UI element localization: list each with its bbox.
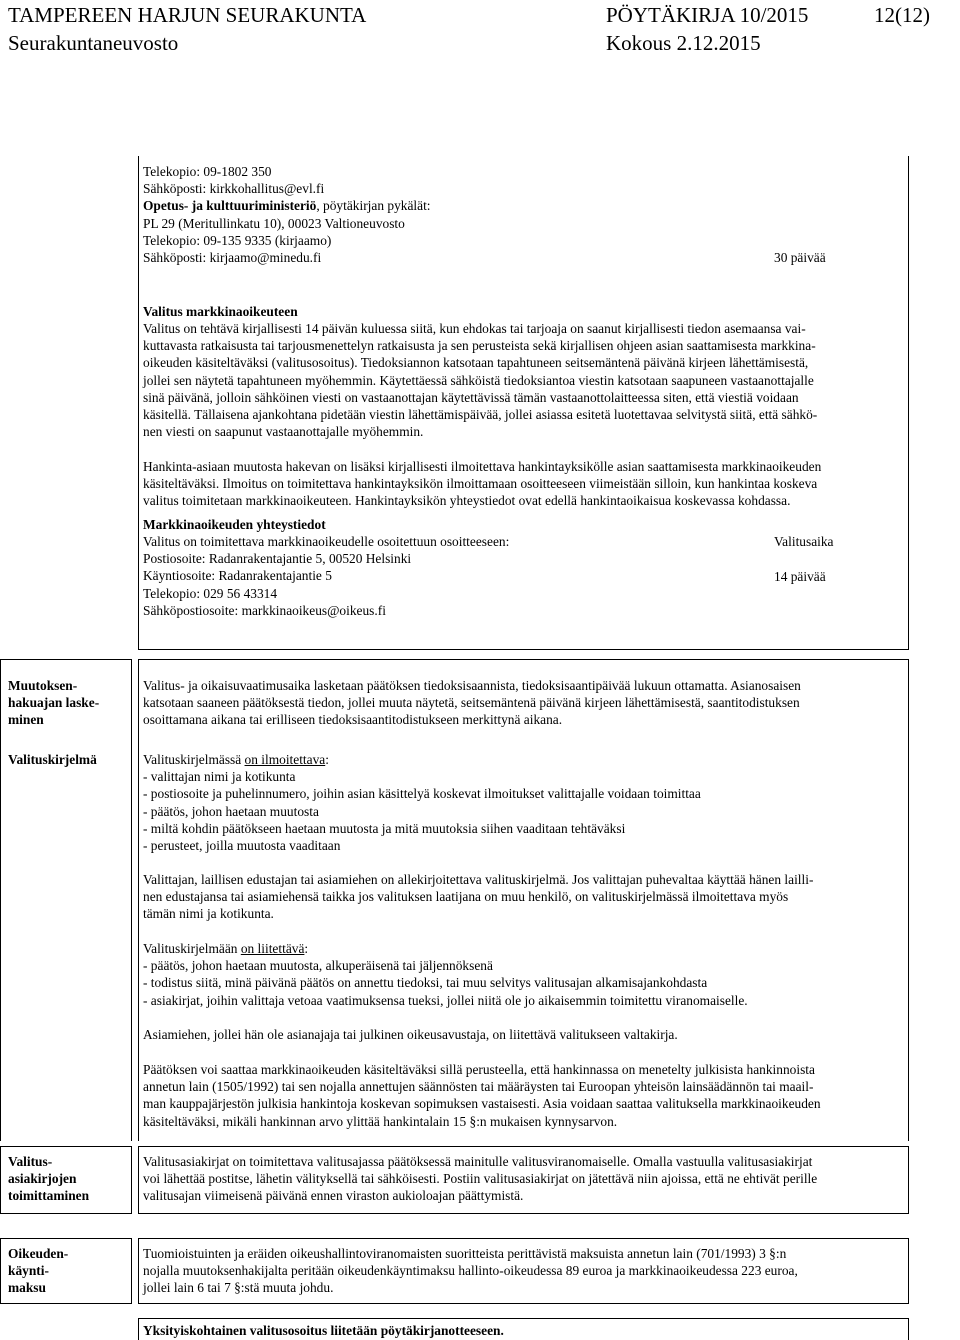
label-box3-right (131, 1238, 132, 1304)
hankinta-paragraph (143, 458, 903, 510)
label-line: Oikeuden- (8, 1246, 69, 1261)
label-box-left (0, 659, 1, 1141)
ministry-fax: Telekopio: 09-135 9335 (kirjaamo) (143, 232, 332, 248)
label-box2-top (0, 1146, 131, 1147)
label-line: hakuajan laske- (8, 695, 100, 711)
text-line: Valitus- ja oikaisuvaatimusaika lasketaan päätöksen tiedoksisaannista, tiedoksisaantipäivää lukuun ottamatta. Asianosaisen (143, 678, 801, 693)
footer-box-right (908, 1318, 909, 1340)
vk-para2 (143, 871, 903, 923)
church-contact (143, 163, 843, 266)
footer-note: Yksityiskohtainen valitusosoitus liitetään pöytäkirjanotteeseen. (143, 1323, 504, 1338)
text-line: Tuomioistuinten ja eräiden oikeushallintoviranomaisten suoritteista perittävistä maksuista annetun lain (701/1993) 3 §:n (143, 1246, 787, 1261)
label-muutoksenhakuaika (8, 677, 128, 729)
church-email: Sähköposti: kirkkohallitus@evl.fi (143, 181, 325, 197)
markkina-paragraph (143, 320, 903, 440)
text-line: man kauppajärjestön julkisia hankintoja koskevan sopimuksen vastaisesti. Asia voidaan saattaa valituksella markkinaoikeuden (143, 1096, 821, 1112)
contact-postal: Postiosoite: Radanrakentajantie 5, 00520 Helsinki (143, 551, 412, 567)
vk-intro-suffix: : (325, 752, 329, 767)
label-line: käynti- (8, 1263, 49, 1279)
liit-list-item: - todistus siitä, minä päivänä päätös on annettu tiedoksi, tai muu selvitys valitusajan alkamisajankohdasta (143, 975, 708, 991)
label-box-top (0, 659, 131, 660)
vk-intro-underlined: on ilmoitettava (244, 752, 326, 767)
footer-box-left (138, 1318, 139, 1340)
markkina-line: nen viesti on saapunut vastaanottajalle myöhemmin. (143, 424, 424, 440)
label-toimittaminen (8, 1153, 128, 1205)
text-line: tämän nimi ja kotikunta. (143, 906, 274, 922)
content-box3-bottom (138, 1303, 908, 1304)
header-doc: PÖYTÄKIRJA 10/2015 (606, 3, 809, 27)
label-line: Valitus- (8, 1154, 53, 1169)
markkina-heading: Valitus markkinaoikeuteen (143, 304, 298, 319)
content-box3-left (138, 1238, 139, 1304)
liit-suffix: : (304, 941, 309, 956)
label-box3-left (0, 1238, 1, 1304)
text-line: annetun lain (1505/1992) tai sen nojalla annettujen säännösten tai määräysten tai Euroopan yhteisön lainsäädännön tai maail- (143, 1079, 814, 1095)
contact-block (143, 533, 703, 619)
contact-visit: Käyntiosoite: Radanrakentajantie 5 (143, 568, 332, 584)
text-line: nen edustajansa tai asiamiehensä taikka jos valituksen laatijana on muu henkilö, on valituskirjelmässä ilmoitettava myös (143, 889, 789, 905)
text-line: Valittajan, laillisen edustajan tai asiamiehen on allekirjoitettava valituskirjelmä. Jos valittajan puhevaltaa käyttää hänen lailli- (143, 872, 814, 887)
markkina2-text (143, 1061, 903, 1130)
content-box2-left (138, 1146, 139, 1214)
content-box-right (908, 659, 909, 1141)
muutoksenhakuaika-text (143, 677, 903, 729)
liit-underlined: on liitettävä (240, 941, 305, 956)
vk-list-item: - postiosoite ja puhelinnumero, joihin asian käsittelyä koskevat ilmoitukset valittajalle voidaan toimittaa (143, 786, 701, 802)
content-box2-top (138, 1146, 908, 1147)
top-box-left-border (138, 156, 139, 650)
text-line: nojalla muutoksenhakijalta peritään oikeudenkäyntimaksu hallinto-oikeudessa 89 euroa ja markkinaoikeudessa 223 euroa, (143, 1263, 798, 1279)
liitettava-text (143, 940, 903, 1009)
label-box2-right (131, 1146, 132, 1214)
content-box2-right (908, 1146, 909, 1214)
vk-list-item: - valittajan nimi ja kotikunta (143, 769, 296, 785)
header-org: TAMPEREEN HARJUN SEURAKUNTA (8, 3, 367, 27)
label-box-right (131, 659, 132, 1141)
text-line: katsotaan saaneen päätöksestä tiedon, jollei muuta näytetä, seitsemäntenä päivänä kirjeen lähettämisestä, saantitodistuksen (143, 695, 800, 711)
markkina-line: käsitellä. Tällaisena ajankohtana pidetään viestin lähettämispäivää, jollei asiassa esitetä luotettavaa selvitystä siitä, että sähkö- (143, 407, 818, 423)
label-line: asiakirjojen (8, 1171, 77, 1187)
contact-line: Valitus on toimitettava markkinaoikeudelle osoitettuun osoitteeseen: (143, 534, 510, 549)
contact-heading: Markkinaoikeuden yhteystiedot (143, 517, 326, 532)
label-valituskirjelma: Valituskirjelmä (8, 752, 97, 767)
hankinta-line: Hankinta-asiaan muutosta hakevan on lisäksi kirjallisesti ilmoitettava hankintayksikölle asian saattamisesta markkinaoikeuden (143, 459, 822, 474)
label-line: maksu (8, 1280, 46, 1296)
content-box2-bottom (138, 1213, 908, 1214)
content-box-left (138, 659, 139, 1141)
liit-list-item: - asiakirjat, joihin valittaja vetoaa vaatimuksensa tueksi, jollei niitä ole jo aikaisemmin toimitettu viranomaiselle. (143, 992, 748, 1008)
hankinta-line: valitus toimitetaan markkinaoikeuteen. Hankintayksikön yhteystiedot ovat edellä hankintaoikaisua koskevassa kohdassa. (143, 493, 791, 509)
content-box3-top (138, 1238, 908, 1239)
contact-email: Sähköpostiosoite: markkinaoikeus@oikeus.fi (143, 602, 386, 618)
label-maksu (8, 1245, 128, 1297)
contact-fax: Telekopio: 029 56 43314 (143, 585, 278, 601)
liit-prefix: Valituskirjelmään (143, 941, 241, 956)
valitusaika-value: 14 päivää (774, 569, 826, 584)
ministry-address: PL 29 (Meritullinkatu 10), 00023 Valtioneuvosto (143, 215, 405, 231)
text-line: osoittamana aikana tai erilliseen tiedoksisaantitodistukseen merkittynä aikana. (143, 712, 563, 728)
label-box2-left (0, 1146, 1, 1214)
vk-intro (143, 751, 903, 768)
markkina-line: sinä päivänä, jolloin sähköinen viesti on vastaanottajan käytettävissä tämän vastaanottolaitteessa siten, että viestiä voidaan (143, 389, 799, 405)
hankinta-line: käsiteltäväksi. Ilmoitus on toimitettava hankintayksikön ilmoittamaan osoitteeseen viimeistään silloin, kun hankintaa koskeva (143, 476, 818, 492)
label-box3-top (0, 1238, 131, 1239)
label-box2-bottom (0, 1213, 131, 1214)
text-line: voi lähettää postitse, lähetin välityksellä tai sähköisesti. Postiin valitusasiakirjat on jätettävä niin ajoissa, että ne ehtivät perille (143, 1171, 818, 1187)
church-fax: Telekopio: 09-1802 350 (143, 164, 272, 179)
vk-list-item: - päätös, johon haetaan muutosta (143, 803, 319, 819)
maksu-text (143, 1245, 903, 1297)
toimittaminen-text (143, 1153, 903, 1205)
markkina-line: Valitus on tehtävä kirjallisesti 14 päivän kuluessa siitä, kun ehdokas tai tarjoaja on saanut kirjallisesti tiedon asemaansa vai- (143, 321, 806, 336)
header-page: 12(12) (874, 3, 930, 27)
footer-box-top (138, 1318, 908, 1319)
text-line: jollei lain 6 tai 7 §:stä muuta johdu. (143, 1280, 334, 1296)
liit-intro (143, 940, 903, 957)
liit-list-item: - päätös, johon haetaan muutosta, alkuperäisenä tai jäljennöksenä (143, 958, 493, 974)
text-line: Päätöksen voi saattaa markkinaoikeuden käsiteltäväksi sillä perusteella, että hankinnassa on menetelty julkisista hankinnoista (143, 1062, 815, 1077)
top-box-right-border (908, 156, 909, 650)
ministry-title (143, 197, 843, 214)
markkina-line: oikeuden käsiteltäväksi (valitusosoitus). Tiedoksiannon katsotaan tapahtuneen seitsemäntenä päivänä kirjeen lähettämisestä, (143, 355, 809, 371)
label-line: Muutoksen- (8, 678, 78, 693)
vk-list-item: - perusteet, joilla muutosta vaaditaan (143, 838, 341, 854)
text-line: valitusajan viimeisenä päivänä ennen viraston aukioloajan päättymistä. (143, 1188, 524, 1204)
markkina-line: jollei sen näytetä tapahtuneen myöhemmin. Käytettäessä sähköistä tiedoksiantoa viestin katsotaan saapuneen vastaanottajalle (143, 372, 814, 388)
valituskirjelma-text (143, 751, 903, 854)
asiamies-text: Asiamiehen, jollei hän ole asianajaja tai julkinen oikeusavustaja, on liitettävä valitukseen valtakirja. (143, 1027, 678, 1042)
text-line: Valitusasiakirjat on toimitettava valitusajassa päätöksessä mainitulle valitusviranomaiselle. Omalla vastuulla valitusasiakirjat (143, 1154, 813, 1169)
ministry-deadline: 30 päivää (774, 250, 826, 265)
content-box-top (138, 659, 908, 660)
top-box-bottom-border (138, 649, 909, 650)
text-line: käsiteltäväksi, mikäli hankinnan arvo ylittää hankintalain 15 §:n mukaisen kynnysarvon. (143, 1113, 618, 1129)
ministry-name: Opetus- ja kulttuuriministeriö (143, 198, 317, 214)
header-meeting: Kokous 2.12.2015 (606, 31, 761, 55)
header-body: Seurakuntaneuvosto (8, 31, 179, 55)
label-line: toimittaminen (8, 1188, 90, 1204)
ministry-sections: , pöytäkirjan pykälät: (316, 198, 431, 214)
valitusaika-label: Valitusaika (774, 534, 834, 549)
label-line: minen (8, 712, 44, 728)
vk-list-item: - miltä kohdin päätökseen haetaan muutosta ja mitä muutoksia siihen vaaditaan tehtäväksi (143, 820, 626, 836)
vk-intro-prefix: Valituskirjelmässä (143, 752, 245, 767)
content-box3-right (908, 1238, 909, 1304)
markkina-line: kuttavasta ratkaisusta tai tarjousmenettelyn ratkaisusta ja sen perusteista sekä kirjallisen ohjeen asian saattamisesta markkina- (143, 338, 816, 354)
label-box3-bottom (0, 1303, 131, 1304)
ministry-email: Sähköposti: kirjaamo@minedu.fi (143, 250, 322, 266)
